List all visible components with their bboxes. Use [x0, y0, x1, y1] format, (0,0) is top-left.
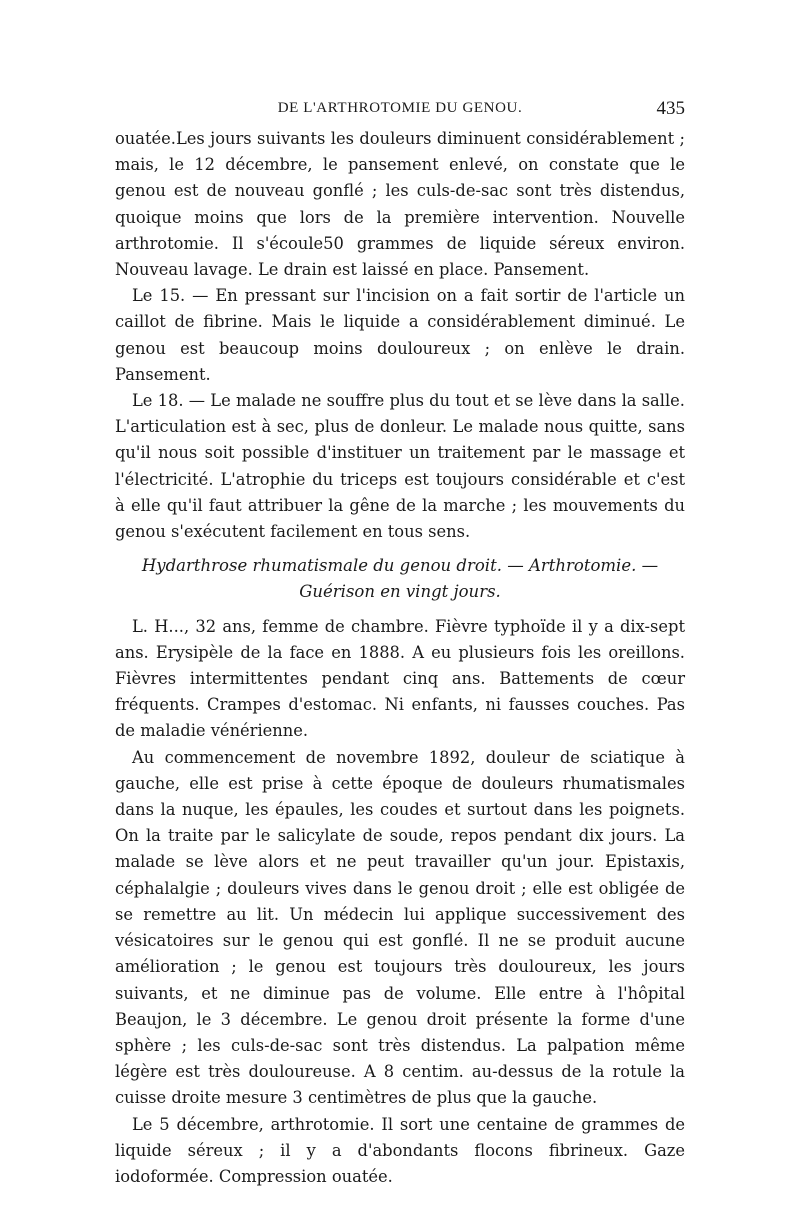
running-head	[115, 100, 685, 126]
paragraph-continuation: ouatée.Les jours suivants les douleurs diminuent considérablement ; mais, le 12 décembre, le pansement enlevé, on constate que le genou est de nouveau gonflé ; les culs-de-sac sont très distendus, quoique moins que lors de la première intervention. Nouvelle arthrotomie. Il s'écoule50 grammes de liquide séreux environ. Nouveau lavage. Le drain est laissé en place. Pansement.	[115, 129, 685, 280]
case-heading-line-1: Hydarthrose rhumatismale du genou droit. — Arthrotomie. —	[141, 556, 659, 576]
running-title: DE L'ARTHROTOMIE DU GENOU.	[277, 100, 523, 116]
body-text	[115, 126, 685, 1190]
paragraph-case-onset: Au commencement de novembre 1892, douleur de sciatique à gauche, elle est prise à cette époque de douleurs rhumatismales dans la nuque, les épaules, les coudes et surtout dans les poignets. On la traite par le salicylate de soude, repos pendant dix jours. La malade se lève alors et ne peut travailler qu'un jour. Epistaxis, céphalalgie ; douleurs vives dans le genou droit ; elle est obligée de se remettre au lit. Un médecin lui applique successivement des vésicatoires sur le genou qui est gonflé. Il ne se produit aucune amélioration ; le genou est toujours très douloureux, les jours suivants, et ne diminue pas de volume. Elle entre à l'hôpital Beaujon, le 3 décembre. Le genou droit présente la forme d'une sphère ; les culs-de-sac sont très distendus. La palpation même légère est très douloureuse. A 8 centim. au-dessus de la rotule la cuisse droite mesure 3 centimètres de plus que la gauche.	[115, 747, 685, 1108]
paragraph-day-15: Le 15. — En pressant sur l'incision on a fait sortir de l'article un caillot de fibrine. Mais le liquide a considérablement diminué. Le genou est beaucoup moins douloureux ; on enlève le drain. Pansement.	[115, 286, 685, 384]
paragraph-case-history: L. H..., 32 ans, femme de chambre. Fièvre typhoïde il y a dix-sept ans. Erysipèle de la face en 1888. A eu plusieurs fois les oreillons. Fièvres intermittentes pendant cinq ans. Battements de cœur fréquents. Crampes d'estomac. Ni enfants, ni fausses couches. Pas de maladie vénérienne.	[115, 616, 685, 741]
case-heading	[115, 553, 685, 605]
paragraph-day-18: Le 18. — Le malade ne souffre plus du tout et se lève dans la salle. L'articulation est à sec, plus de donleur. Le malade nous quitte, sans qu'il nous soit possible d'instituer un traitement par le massage et l'électricité. L'atrophie du triceps est toujours considérable et c'est à elle qu'il faut attribuer la gêne de la marche ; les mouvements du genou s'exécutent facilement en tous sens.	[115, 391, 685, 542]
page-number: 435	[656, 98, 685, 119]
case-heading-line-2: Guérison en vingt jours.	[299, 582, 501, 602]
paragraph-case-surgery: Le 5 décembre, arthrotomie. Il sort une centaine de grammes de liquide séreux ; il y a d'abondants flocons fibrineux. Gaze iodoformée. Compression ouatée.	[115, 1114, 685, 1186]
